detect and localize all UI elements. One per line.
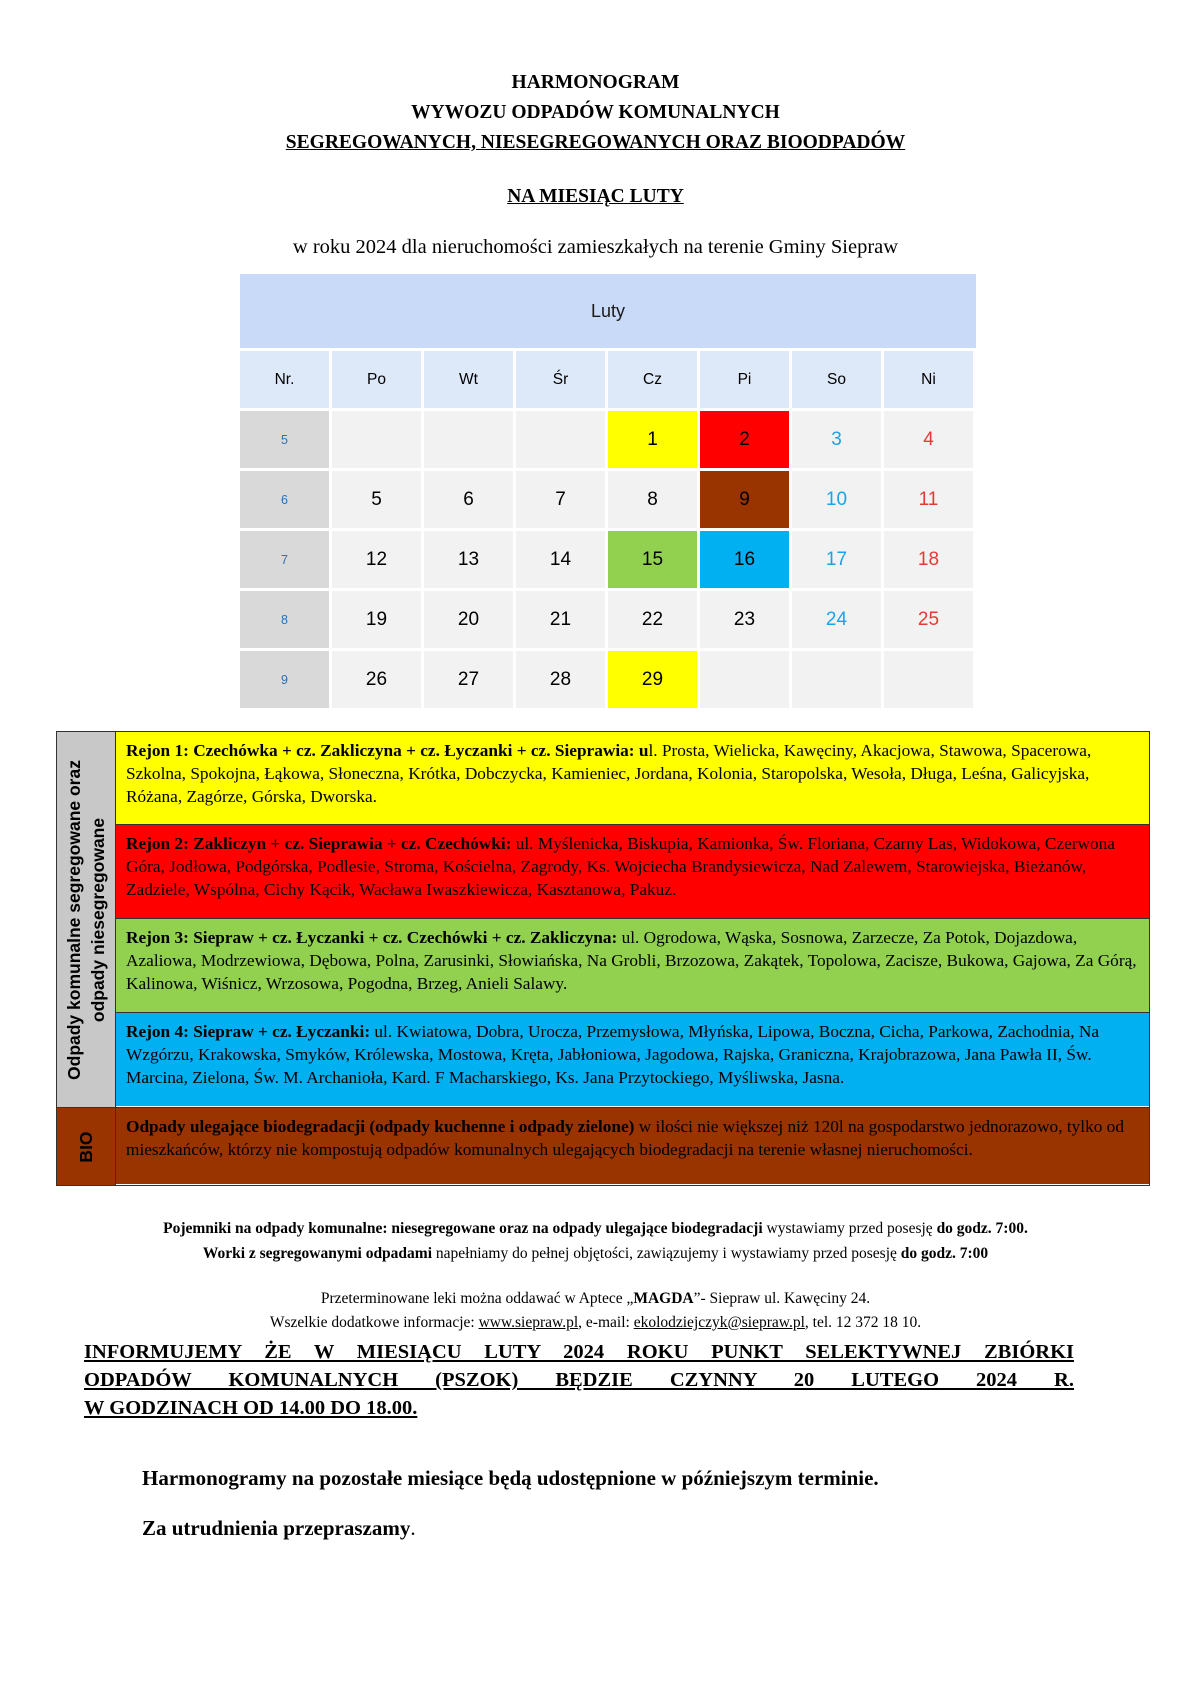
closing-apology-text: Za utrudnienia przepraszamy: [142, 1516, 411, 1540]
title-line-1: HARMONOGRAM: [511, 72, 680, 93]
region-bio: [116, 1108, 1149, 1184]
calendar-day: 19: [332, 591, 421, 648]
email-link[interactable]: ekolodziejczyk@siepraw.pl: [633, 1314, 805, 1331]
note-medicines: [0, 1290, 1191, 1308]
subtitle: w roku 2024 dla nieruchomości zamieszkałych na terenie Gminy Siepraw: [292, 236, 899, 258]
region-4: [116, 1013, 1149, 1106]
region-2: [116, 825, 1149, 919]
note-containers-text: wystawiamy przed posesję: [762, 1220, 937, 1237]
region-4-streets: ul. Kwiatowa, Dobra, Urocza, Przemysłowa, Młyńska, Lipowa, Boczna, Cicha, Parkowa, Zachodnia, Na Wzgórzu, Krakowska, Smyków, Królewska, Mostowa, Kręta, Jabłoniowa, Jagodowa, Rajska, Graniczna, Krajobrazowa, Jana Pawła II, Św. Marcina, Zielona, Św. M. Archanioła, Kard. F Macharskiego, Ks. Jana Przytockiego, Myśliwska, Jasna.: [126, 1022, 1100, 1088]
note-medicines-text-b: ”- Siepraw ul. Kawęciny 24.: [693, 1290, 871, 1307]
pszok-info: [84, 1338, 1074, 1422]
calendar-header-ni: Ni: [884, 351, 973, 408]
calendar-empty-cell: [884, 651, 973, 708]
calendar-empty-cell: [516, 411, 605, 468]
calendar-day: 14: [516, 531, 605, 588]
calendar-day: 5: [332, 471, 421, 528]
title-line-2: WYWOZU ODPADÓW KOMUNALNYCH: [411, 102, 780, 123]
calendar-header-sr: Śr: [516, 351, 605, 408]
note-medicines-text-a: Przeterminowane leki można oddawać w Aptece „: [320, 1290, 634, 1307]
calendar-day: 3: [792, 411, 881, 468]
regions-bio: [57, 1107, 1149, 1185]
regions-side-label-line2: odpady niesegregowane: [88, 817, 108, 1022]
calendar-day: 21: [516, 591, 605, 648]
closing-apology-period: .: [410, 1516, 416, 1540]
title-month: [0, 182, 1191, 212]
calendar-header-pi: Pi: [700, 351, 789, 408]
region-1: [116, 732, 1149, 825]
note-contact: [0, 1314, 1191, 1332]
region-1-title: Rejon 1: Czechówka + cz. Zakliczyna + cz. Łyczanki + cz. Sieprawia: u: [126, 741, 649, 760]
calendar-empty-cell: [792, 651, 881, 708]
calendar-day: 17: [792, 531, 881, 588]
region-bio-title: Odpady ulegające biodegradacji (odpady kuchenne i odpady zielone): [126, 1117, 635, 1136]
calendar-day: 11: [884, 471, 973, 528]
regions-side-label-line1: Odpady komunalne segregowane oraz: [64, 759, 84, 1080]
note-contact-text-b: , e-mail:: [578, 1314, 634, 1331]
bio-side-label: [57, 1108, 116, 1185]
calendar-header-po: Po: [332, 351, 421, 408]
calendar-header-row: [240, 351, 976, 408]
calendar-body: [240, 411, 976, 708]
calendar-day: 24: [792, 591, 881, 648]
region-3: [116, 919, 1149, 1013]
note-containers-time: do godz. 7:00.: [936, 1220, 1028, 1237]
calendar-day: 26: [332, 651, 421, 708]
region-3-title: Rejon 3: Siepraw + cz. Łyczanki + cz. Czechówki + cz. Zakliczyna:: [126, 928, 618, 947]
calendar-header-wt: Wt: [424, 351, 513, 408]
note-containers: [0, 1220, 1191, 1238]
region-1-streets: l. Prosta, Wielicka, Kawęciny, Akacjowa, Stawowa, Spacerowa, Szkolna, Spokojna, Łąkowa, Słoneczna, Krótka, Dobczycka, Kamieniec, Jordana, Kolonia, Staropolska, Wesoła, Długa, Leśna, Galicyjska, Różana, Zagórze, Górska, Dworska.: [126, 741, 1092, 807]
pszok-info-line2: ODPADÓW KOMUNALNYCH (PSZOK) BĘDZIE CZYNNY 20 LUTEGO 2024 R.: [84, 1369, 1074, 1391]
note-bags-bold: Worki z segregowanymi odpadami: [202, 1245, 433, 1262]
calendar-day: 28: [516, 651, 605, 708]
title-line-3-text: SEGREGOWANYCH, NIESEGREGOWANYCH ORAZ BIOODPADÓW: [285, 132, 906, 153]
bio-rows: [116, 1108, 1149, 1185]
calendar-day: 15: [608, 531, 697, 588]
regions-rows: [116, 732, 1149, 1107]
calendar-header-cz: Cz: [608, 351, 697, 408]
calendar-week-row: [240, 411, 976, 468]
calendar-week-row: [240, 651, 976, 708]
calendar-day: 16: [700, 531, 789, 588]
regions-main: [57, 732, 1149, 1107]
calendar-empty-cell: [332, 411, 421, 468]
calendar-empty-cell: [700, 651, 789, 708]
calendar-day: 13: [424, 531, 513, 588]
title-month-text: NA MIESIĄC LUTY: [507, 186, 684, 207]
note-contact-text-a: Wszelkie dodatkowe informacje:: [269, 1314, 479, 1331]
calendar-week-number: 9: [240, 651, 329, 708]
calendar-week-row: [240, 591, 976, 648]
region-2-streets: ul. Myślenicka, Biskupia, Kamionka, Św. Floriana, Czarny Las, Widokowa, Czerwona Góra, Jodłowa, Podgórska, Podlesie, Stroma, Kościelna, Zagrody, Ks. Wojciecha Brandysiewicza, Nad Zalewem, Starowiejska, Bieżanów, Zadziele, Wspólna, Cichy Kącik, Wacława Iwaszkiewicza, Kasztanowa, Pakuz.: [126, 834, 1115, 900]
note-containers-bold: Pojemniki na odpady komunalne: niesegregowane oraz na odpady ulegające biodegradacji: [163, 1220, 763, 1237]
calendar-month: Luty: [240, 274, 976, 348]
note-medicines-pharmacy: MAGDA: [633, 1290, 694, 1307]
bio-side-label-text: BIO: [76, 1130, 96, 1163]
regions-side-label-text: [62, 760, 110, 1080]
note-bags: [0, 1245, 1191, 1263]
pszok-info-line3: W GODZINACH OD 14.00 DO 18.00.: [84, 1397, 418, 1419]
calendar-day: 7: [516, 471, 605, 528]
calendar-week-row: [240, 531, 976, 588]
calendar-day: 27: [424, 651, 513, 708]
note-contact-text-c: , tel. 12 372 18 10.: [804, 1314, 922, 1331]
calendar-day: 12: [332, 531, 421, 588]
regions-side-label: [57, 732, 116, 1107]
calendar-day: 20: [424, 591, 513, 648]
note-bags-text: napełniamy do pełnej objętości, zawiązujemy i wystawiamy przed posesję: [432, 1245, 901, 1262]
calendar-day: 18: [884, 531, 973, 588]
regions-table: [56, 731, 1150, 1186]
calendar-empty-cell: [424, 411, 513, 468]
calendar-day: 25: [884, 591, 973, 648]
calendar-week-row: [240, 471, 976, 528]
note-bags-time: do godz. 7:00: [900, 1245, 989, 1262]
calendar-day: 23: [700, 591, 789, 648]
region-2-title: Rejon 2: Zakliczyn + cz. Sieprawia + cz. Czechówki:: [126, 834, 512, 853]
region-4-title: Rejon 4: Siepraw + cz. Łyczanki:: [126, 1022, 371, 1041]
closing-schedules: Harmonogramy na pozostałe miesiące będą udostępnione w późniejszym terminie.: [142, 1466, 879, 1490]
calendar-week-number: 8: [240, 591, 329, 648]
website-link[interactable]: www.siepraw.pl: [478, 1314, 579, 1331]
calendar-day: 6: [424, 471, 513, 528]
calendar-day: 4: [884, 411, 973, 468]
calendar-day: 8: [608, 471, 697, 528]
calendar-day: 22: [608, 591, 697, 648]
pszok-info-line1: INFORMUJEMY ŻE W MIESIĄCU LUTY 2024 ROKU PUNKT SELEKTYWNEJ ZBIÓRKI: [84, 1341, 1074, 1363]
calendar-day: 29: [608, 651, 697, 708]
calendar-header-nr: Nr.: [240, 351, 329, 408]
calendar: [240, 274, 976, 711]
calendar-day: 2: [700, 411, 789, 468]
region-3-streets: ul. Ogrodowa, Wąska, Sosnowa, Zarzecze, Za Potok, Dojazdowa, Azaliowa, Modrzewiowa, Dębowa, Polna, Zarusinki, Słowiańska, Na Grobli, Brzozowa, Zakątek, Topolowa, Zacisze, Bukowa, Gajowa, Za Górą, Kalinowa, Wiśnicz, Wrzosowa, Pogodna, Brzeg, Anieli Salawy.: [126, 928, 1137, 994]
calendar-day: 1: [608, 411, 697, 468]
calendar-header-so: So: [792, 351, 881, 408]
calendar-week-number: 6: [240, 471, 329, 528]
region-bio-text: w ilości nie większej niż 120l na gospodarstwo jednorazowo, tylko od mieszkańców, którzy nie kompostują odpadów komunalnych ulegających biodegradacji na terenie własnej nieruchomości.: [126, 1117, 1124, 1160]
calendar-week-number: 5: [240, 411, 329, 468]
title-line-3: [0, 128, 1191, 158]
calendar-day: 9: [700, 471, 789, 528]
calendar-day: 10: [792, 471, 881, 528]
calendar-week-number: 7: [240, 531, 329, 588]
closing-apology: [142, 1516, 416, 1541]
